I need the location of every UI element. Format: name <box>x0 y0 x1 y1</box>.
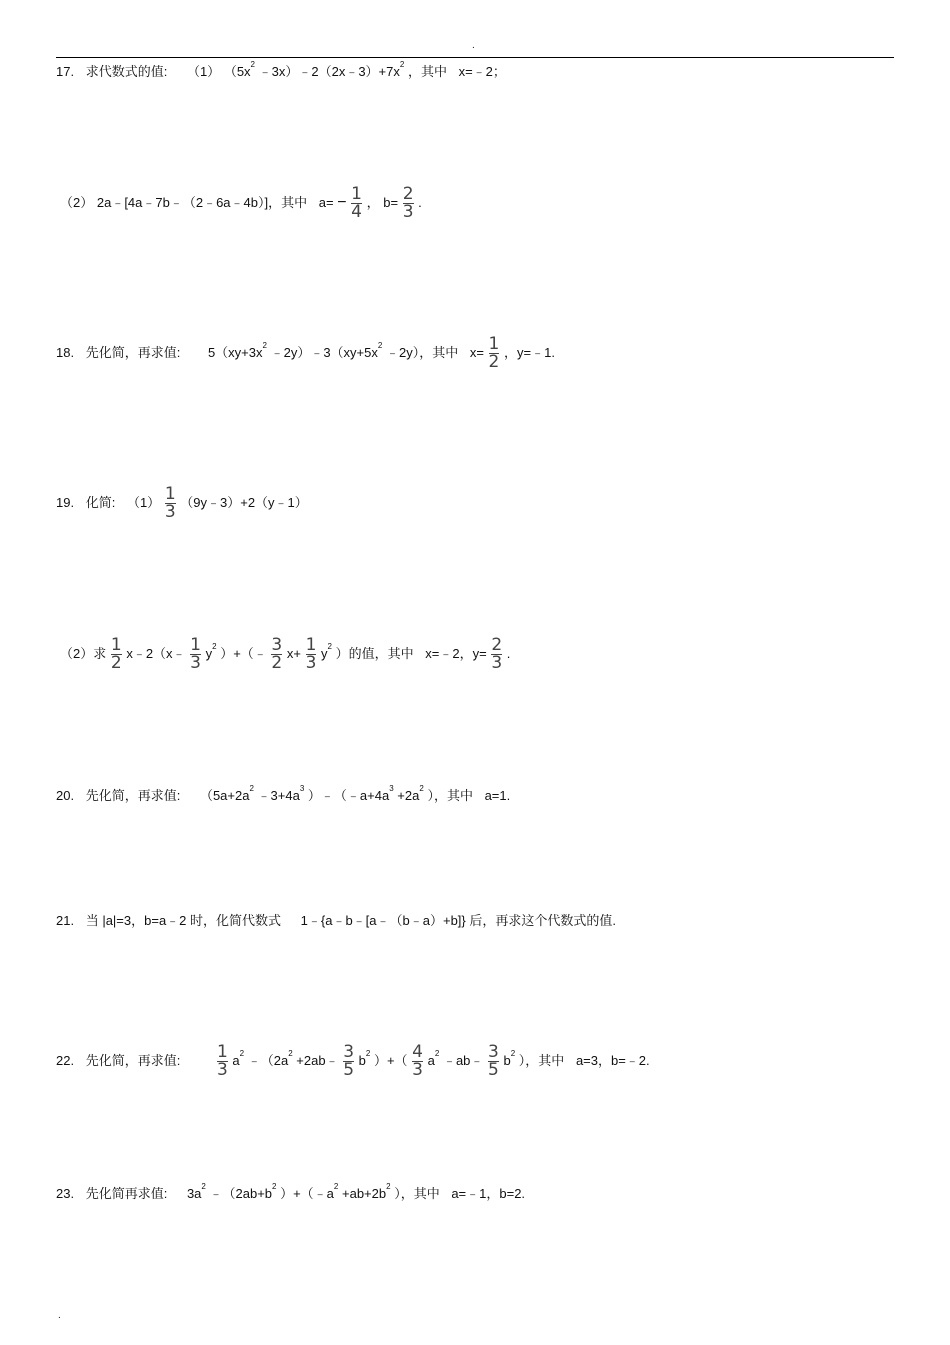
condition-text: ，y=﹣1. <box>504 344 555 360</box>
footer-dot: . <box>58 1310 61 1321</box>
expr-text: ﹣2y）﹣3（xy+5x <box>270 344 378 360</box>
question-23 <box>56 1184 525 1204</box>
question-21 <box>56 911 616 931</box>
expr-text: ﹣2y），其中 <box>385 344 459 360</box>
expr-text: ）﹣（﹣a+4a <box>307 788 390 803</box>
question-number: 22. <box>56 1052 75 1068</box>
question-19-part-1 <box>56 486 308 521</box>
question-number: 18. <box>56 344 75 360</box>
question-20 <box>56 786 510 806</box>
expr-text: ﹣3x）﹣2（2x﹣3）+7x <box>258 64 400 79</box>
exponent: 2 <box>250 60 255 69</box>
fraction-one-quarter: $\frac{1}{4}$ <box>351 184 362 222</box>
exponent: 2 <box>327 641 332 651</box>
expr-text: ）+（ <box>373 1052 408 1068</box>
expr-text: b= <box>383 194 399 210</box>
expr-text: . <box>418 194 422 210</box>
question-prompt: 化简: <box>85 494 116 510</box>
condition-text: x=﹣2，y= <box>425 645 487 661</box>
fraction-one-third: $\frac{1}{3}$ <box>305 635 317 673</box>
exponent: 2 <box>510 1048 516 1058</box>
question-prompt: 先化简，再求值: <box>85 788 181 803</box>
exponent: 2 <box>288 1048 293 1058</box>
expr-text: +2ab﹣ <box>296 1052 339 1068</box>
expr-text: 5（xy+3x <box>207 344 263 360</box>
expr-text: ，其中 <box>407 64 447 79</box>
expr-text: 2a﹣[4a﹣7b﹣（2﹣6a﹣4b）]，其中 <box>96 194 308 210</box>
header-dot: . <box>472 40 475 51</box>
expr-text: ）的值，其中 <box>335 645 414 661</box>
expr-text: +ab+2b <box>342 1186 387 1201</box>
question-22 <box>56 1044 650 1079</box>
expr-text: x﹣2（x﹣ <box>126 645 186 661</box>
fraction-two-thirds: $\frac{2}{3}$ <box>491 635 503 673</box>
question-18 <box>56 336 555 371</box>
expr-text: b <box>358 1052 366 1068</box>
part-label: （1） <box>126 494 161 510</box>
expr-text: x= <box>469 344 484 360</box>
part-label: （2）求 <box>60 645 107 661</box>
question-prompt: 先化简再求值: <box>85 1186 168 1201</box>
expr-text: x+ <box>286 645 301 661</box>
expr-text: （9y﹣3）+2（y﹣1） <box>180 494 308 510</box>
part-label: （1） <box>186 64 221 79</box>
exponent: 2 <box>239 1048 245 1058</box>
condition-text: a=﹣1，b=2. <box>451 1186 526 1201</box>
expr-text: b <box>503 1052 511 1068</box>
exponent: 2 <box>399 60 405 69</box>
expr-text: a= <box>318 194 334 210</box>
expr-text: 3a <box>186 1186 202 1201</box>
exponent: 2 <box>249 784 254 793</box>
expr-text: y <box>205 645 213 661</box>
exponent: 2 <box>333 1182 339 1191</box>
question-number: 19. <box>56 494 75 510</box>
expr-text: ）+（﹣a <box>280 1186 334 1201</box>
exponent: 2 <box>365 1048 371 1058</box>
question-number: 17. <box>56 64 75 79</box>
question-prompt: 当 |a|=3，b=a﹣2 时，化简代数式 <box>85 913 282 928</box>
question-17-part-2 <box>60 186 422 221</box>
expr-text: ﹣3+4a <box>257 788 300 803</box>
expr-text: （5a+2a <box>199 788 250 803</box>
expr-text: +2a <box>397 788 420 803</box>
expr-text: ），其中 <box>427 788 473 803</box>
exponent: 3 <box>389 784 394 793</box>
question-number: 23. <box>56 1186 75 1201</box>
exponent: 2 <box>201 1182 206 1191</box>
expr-text: ， <box>366 194 380 210</box>
expr-text: ﹣（2ab+b <box>209 1186 273 1201</box>
fraction-one-half: $\frac{1}{2}$ <box>488 334 500 372</box>
expr-text: ﹣（2a <box>247 1052 289 1068</box>
part-label: （2） <box>60 194 94 210</box>
exponent: 3 <box>299 784 305 793</box>
expr-text: a <box>427 1052 435 1068</box>
exponent: 2 <box>272 1182 277 1191</box>
expr-text: a <box>232 1052 240 1068</box>
expr-text: ），其中 <box>518 1052 565 1068</box>
question-number: 21. <box>56 913 75 928</box>
minus-sign: − <box>337 193 347 211</box>
exponent: 2 <box>434 1048 440 1058</box>
fraction-one-third: $\frac{1}{3}$ <box>216 1042 228 1080</box>
expr-text: 1﹣{a﹣b﹣[a﹣（b﹣a）+b]} 后，再求这个代数式的值. <box>300 913 616 928</box>
expr-text: ﹣ab﹣ <box>442 1052 484 1068</box>
expr-text: ），其中 <box>394 1186 440 1201</box>
exponent: 2 <box>262 340 267 350</box>
question-prompt: 先化简，再求值: <box>85 1052 181 1068</box>
question-prompt: 求代数式的值: <box>85 64 168 79</box>
expr-text: ）+（﹣ <box>220 645 267 661</box>
fraction-three-halves: $\frac{3}{2}$ <box>271 635 283 673</box>
question-prompt: 先化简，再求值: <box>85 344 181 360</box>
fraction-three-fifths: $\frac{3}{5}$ <box>488 1042 499 1080</box>
exponent: 2 <box>419 784 424 793</box>
exponent: 2 <box>212 641 217 651</box>
fraction-three-fifths: $\frac{3}{5}$ <box>343 1042 355 1080</box>
header-rule <box>56 57 894 58</box>
expr-text: （5x <box>223 64 251 79</box>
question-17-part-1 <box>56 62 506 82</box>
fraction-one-third: $\frac{1}{3}$ <box>190 635 201 673</box>
exponent: 2 <box>386 1182 391 1191</box>
expr-text: . <box>506 645 511 661</box>
fraction-one-half: $\frac{1}{2}$ <box>110 635 122 673</box>
condition-text: a=1. <box>484 788 511 803</box>
question-number: 20. <box>56 788 75 803</box>
fraction-one-third: $\frac{1}{3}$ <box>164 484 176 522</box>
fraction-four-thirds: $\frac{4}{3}$ <box>412 1042 423 1080</box>
condition-text: a=3，b=﹣2. <box>575 1052 650 1068</box>
fraction-two-thirds: $\frac{2}{3}$ <box>402 184 414 222</box>
condition-text: x=﹣2； <box>458 64 506 79</box>
exponent: 2 <box>377 340 383 350</box>
question-19-part-2 <box>60 637 510 672</box>
expr-text: y <box>321 645 328 661</box>
